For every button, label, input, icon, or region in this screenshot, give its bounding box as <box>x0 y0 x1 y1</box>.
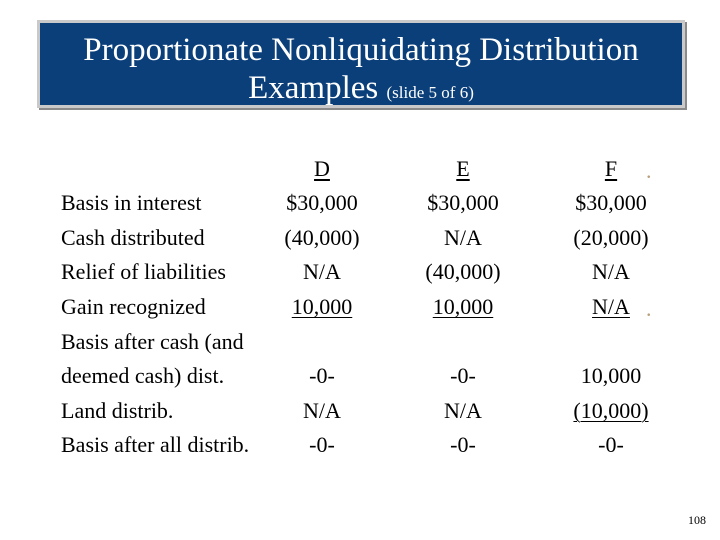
slide-title-main: Examples <box>248 70 379 106</box>
cell-d: -0- <box>309 432 335 457</box>
slide-title-subtitle: (slide 5 of 6) <box>386 83 474 102</box>
decorative-dot: . <box>646 296 652 321</box>
row-label: Cash distributed <box>61 225 205 250</box>
row-label: Basis after cash (and <box>61 329 244 354</box>
cell-d: N/A <box>303 398 341 423</box>
cell-e: -0- <box>450 363 476 388</box>
cell-d: -0- <box>309 363 335 388</box>
cell-f: (20,000) <box>573 225 649 250</box>
cell-e: N/A <box>444 225 482 250</box>
cell-e: N/A <box>444 398 482 423</box>
cell-d: N/A <box>303 259 341 284</box>
slide-title-line2 <box>40 69 682 112</box>
row-label: Basis after all distrib. <box>61 432 250 457</box>
cell-f <box>541 398 681 424</box>
cell-f: N/A <box>592 259 630 284</box>
cell-f-value: (10,000) <box>573 398 649 423</box>
slide-title-line1: Proportionate Nonliquidating Distribution <box>83 32 639 68</box>
decorative-dot: . <box>646 158 652 183</box>
column-header-f: F <box>604 156 618 181</box>
cell-f: $30,000 <box>575 190 647 215</box>
cell-f <box>541 294 681 320</box>
row-label: Gain recognized <box>61 294 206 319</box>
cell-f: 10,000 <box>580 363 642 388</box>
cell-d: (40,000) <box>284 225 360 250</box>
cell-e: (40,000) <box>425 259 501 284</box>
cell-f-value: N/A <box>592 294 630 319</box>
slide-title-box <box>37 20 685 108</box>
column-header-d: D <box>314 156 330 181</box>
cell-d-value: 10,000 <box>291 294 353 319</box>
row-label: Land distrib. <box>61 398 174 423</box>
cell-e-value: 10,000 <box>432 294 494 319</box>
row-label: deemed cash) dist. <box>61 363 225 388</box>
row-label: Basis in interest <box>61 190 202 215</box>
cell-d <box>252 294 392 320</box>
row-label: Relief of liabilities <box>61 259 226 284</box>
cell-e: -0- <box>450 432 476 457</box>
column-header-e: E <box>456 156 470 181</box>
cell-e <box>393 294 533 320</box>
cell-d: $30,000 <box>286 190 358 215</box>
cell-f: -0- <box>598 432 624 457</box>
slide-number: 108 <box>688 513 706 527</box>
cell-e: $30,000 <box>427 190 499 215</box>
